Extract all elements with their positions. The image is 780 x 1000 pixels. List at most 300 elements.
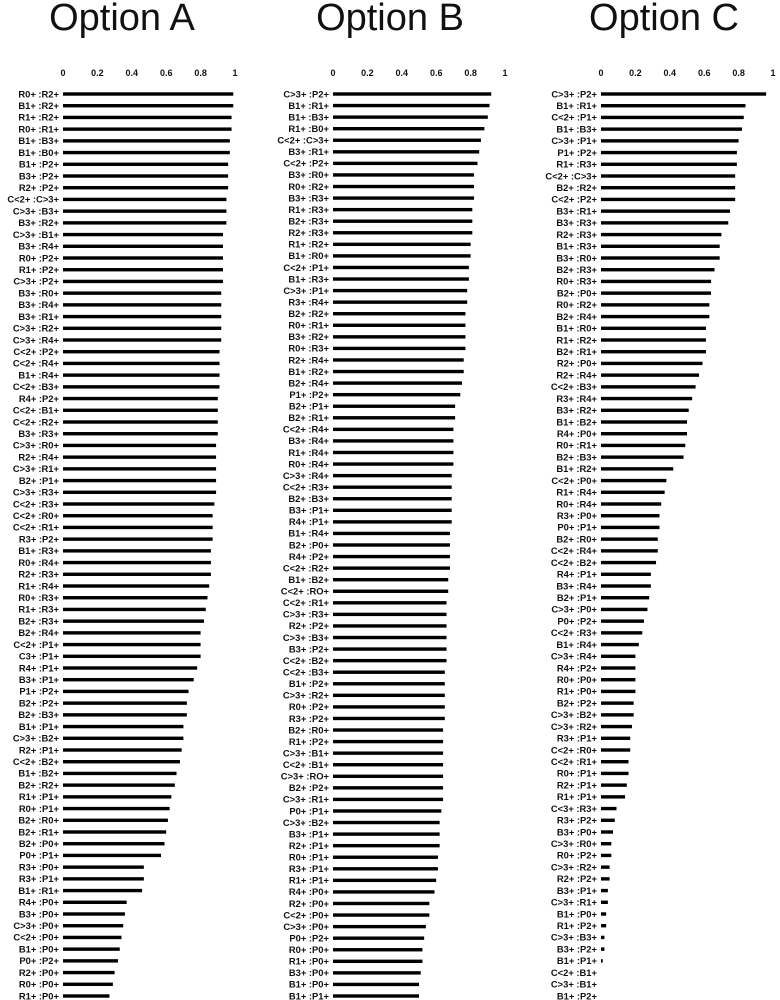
- category-label: R4+ :P1+: [18, 662, 59, 674]
- x-tick-label: 0.8: [464, 68, 477, 78]
- category-label: B1+ :B2+: [18, 767, 59, 779]
- x-tick-label: 0.8: [194, 68, 207, 78]
- bar: [601, 256, 720, 259]
- bar: [333, 277, 469, 280]
- category-label: B1+ :B2+: [288, 573, 329, 585]
- category-label: P1+ :P2+: [19, 685, 59, 697]
- bar: [601, 139, 739, 142]
- bar: [601, 455, 684, 458]
- category-label: R3+ :P2+: [18, 533, 59, 545]
- bar: [63, 268, 223, 271]
- bar: [63, 971, 115, 974]
- bar: [63, 139, 230, 142]
- bar: [333, 832, 440, 835]
- category-label: R2+ :P1+: [18, 744, 59, 756]
- bar: [63, 163, 228, 166]
- bar: [63, 842, 164, 845]
- x-tick-label: 1: [232, 68, 238, 78]
- bar: [333, 347, 465, 350]
- category-label: R0+ :P2+: [18, 252, 59, 264]
- bar: [63, 373, 220, 376]
- category-label: B2+ :P2+: [288, 782, 329, 794]
- category-label: B1+ :B3+: [18, 135, 59, 147]
- category-label: B3+ :R4+: [18, 299, 59, 311]
- bar: [63, 537, 213, 540]
- category-label: B2+ :R3+: [556, 264, 597, 276]
- bar: [63, 983, 113, 986]
- bar: [63, 221, 226, 224]
- bar: [333, 231, 472, 234]
- category-label: C>3+ :P2+: [551, 88, 597, 100]
- x-tick-label: 0.8: [732, 68, 745, 78]
- category-label: C>3+ :R1+: [550, 896, 597, 908]
- bar: [601, 409, 689, 412]
- bar: [601, 245, 720, 248]
- category-label: B2+ :B3+: [18, 709, 59, 721]
- category-label: R0+ :P0+: [18, 978, 59, 990]
- bar: [601, 420, 687, 423]
- bar: [601, 116, 744, 119]
- category-label: R0+ :R2+: [288, 180, 329, 192]
- bar: [601, 713, 634, 716]
- chart-panel-2: [277, 0, 507, 1000]
- category-label: R4+ :P1+: [556, 568, 597, 580]
- category-label: R0+ :R2+: [556, 299, 597, 311]
- bar: [601, 936, 604, 939]
- bar: [601, 877, 610, 880]
- category-label: C>3+ :B1+: [282, 747, 329, 759]
- bar: [601, 643, 639, 646]
- category-label: B2+ :P0+: [556, 287, 597, 299]
- bar: [63, 877, 144, 880]
- bar: [63, 256, 223, 259]
- bar: [63, 748, 182, 751]
- bar: [63, 338, 221, 341]
- category-label: B2+ :P1+: [18, 474, 59, 486]
- bar: [333, 601, 447, 604]
- bar: [333, 786, 443, 789]
- bar: [601, 280, 711, 283]
- bar: [601, 491, 665, 494]
- bar: [63, 350, 220, 353]
- category-label: R0+ :R4+: [556, 498, 597, 510]
- category-label: C<2+ :RO+: [280, 585, 329, 597]
- category-label: C>3+ :R4+: [12, 334, 59, 346]
- bar: [601, 690, 635, 693]
- bar: [333, 613, 447, 616]
- bar: [333, 705, 445, 708]
- bar: [333, 150, 479, 153]
- bar: [63, 947, 120, 950]
- bar: [333, 173, 474, 176]
- x-tick-label: 0: [60, 68, 66, 78]
- category-label: B1+ :R2+: [288, 365, 329, 377]
- bar: [333, 370, 464, 373]
- bar: [63, 596, 207, 599]
- category-label: R1+ :R3+: [18, 603, 59, 615]
- x-tick-label: 0.2: [91, 68, 104, 78]
- category-label: B2+ :P2+: [556, 697, 597, 709]
- bar: [63, 924, 123, 927]
- category-label: C>3+ :B2+: [12, 732, 59, 744]
- category-label: R1+ :P0+: [288, 955, 329, 967]
- bar: [63, 502, 214, 505]
- category-label: B1+ :R0+: [288, 250, 329, 262]
- bar: [63, 245, 223, 248]
- bar: [63, 104, 233, 107]
- bar: [63, 619, 204, 622]
- bar: [601, 338, 706, 341]
- bar: [63, 174, 228, 177]
- bar: [333, 809, 441, 812]
- bar: [601, 373, 699, 376]
- category-label: B1+ :B3+: [288, 111, 329, 123]
- bar: [333, 220, 472, 223]
- bar: [601, 760, 629, 763]
- category-label: C<2+ :R0+: [12, 510, 59, 522]
- category-label: R4+ :P0+: [18, 896, 59, 908]
- category-label: B2+ :R2+: [556, 182, 597, 194]
- category-label: B1+ :B3+: [556, 123, 597, 135]
- category-label: B3+ :R3+: [18, 428, 59, 440]
- category-label: C<2+ :R2+: [12, 416, 59, 428]
- bar: [63, 455, 216, 458]
- bar: [333, 300, 467, 303]
- category-label: R3+ :P0+: [18, 861, 59, 873]
- chart-panel-1: [7, 0, 237, 1000]
- category-label: C<2+ :B1+: [282, 759, 329, 771]
- bar: [601, 362, 702, 365]
- bar: [601, 303, 709, 306]
- chart-title: Option C: [589, 0, 739, 39]
- bar: [601, 291, 711, 294]
- category-label: C>3+ :R0+: [550, 838, 597, 850]
- bar: [63, 655, 201, 658]
- bar: [63, 795, 171, 798]
- bar: [333, 728, 443, 731]
- bar: [333, 971, 421, 974]
- x-tick-label: 1: [502, 68, 508, 78]
- bar: [601, 631, 642, 634]
- bar: [601, 924, 606, 927]
- category-label: R0+ :P0+: [556, 674, 597, 686]
- bar: [333, 324, 465, 327]
- bar: [601, 186, 735, 189]
- bar: [333, 497, 452, 500]
- bar: [63, 737, 183, 740]
- bar: [601, 889, 608, 892]
- bar: [63, 397, 218, 400]
- category-label: C<2+ :B3+: [282, 666, 329, 678]
- bar: [63, 994, 109, 997]
- bar: [601, 666, 635, 669]
- bar: [601, 315, 709, 318]
- category-label: C<2+ :R1+: [12, 521, 59, 533]
- category-label: C>3+ :R1+: [12, 463, 59, 475]
- category-label: R3+ :P1+: [288, 863, 329, 875]
- category-label: R0+ :R4+: [288, 458, 329, 470]
- category-label: C<3+ :R3+: [550, 802, 597, 814]
- bar: [63, 315, 221, 318]
- category-label: C<2+ :R1+: [550, 756, 597, 768]
- category-label: C<2+ :P2+: [551, 193, 597, 205]
- bar: [333, 740, 443, 743]
- bar: [63, 233, 223, 236]
- bar: [601, 268, 715, 271]
- category-label: C>3+ :B1+: [550, 978, 597, 990]
- category-label: P1+ :P2+: [557, 146, 597, 158]
- category-label: B2+ :P0+: [18, 838, 59, 850]
- bar: [333, 844, 440, 847]
- category-label: P0+ :P2+: [19, 955, 59, 967]
- category-label: R0+ :R4+: [18, 556, 59, 568]
- bar: [601, 678, 635, 681]
- category-label: C<2+ :R0+: [550, 744, 597, 756]
- category-label: C<2+ :P0+: [551, 474, 597, 486]
- bar: [63, 432, 218, 435]
- category-label: C>3+ :P2+: [13, 275, 59, 287]
- bar: [63, 760, 180, 763]
- category-label: C>3+ :B2+: [550, 709, 597, 721]
- category-label: R1+ :P2+: [288, 735, 329, 747]
- category-label: B1+ :R3+: [288, 273, 329, 285]
- bar: [333, 890, 434, 893]
- bar: [601, 807, 616, 810]
- bar: [333, 856, 438, 859]
- category-label: B2+ :B3+: [288, 493, 329, 505]
- category-label: C>3+ :B3+: [12, 205, 59, 217]
- x-tick-label: 0.6: [159, 68, 173, 78]
- bar: [333, 798, 443, 801]
- category-label: B2+ :R2+: [18, 779, 59, 791]
- category-label: B1+ :R4+: [288, 527, 329, 539]
- category-label: B1+ :R3+: [556, 240, 597, 252]
- bar: [63, 901, 127, 904]
- bar: [333, 139, 481, 142]
- category-label: C>3+ :R3+: [12, 486, 59, 498]
- category-label: C<2+ :B2+: [282, 654, 329, 666]
- bar: [63, 865, 144, 868]
- category-label: R0+ :P0+: [288, 944, 329, 956]
- bar: [601, 502, 661, 505]
- category-label: R1+ :R4+: [288, 446, 329, 458]
- category-label: R1+ :P2+: [18, 264, 59, 276]
- bar: [601, 854, 611, 857]
- category-label: R1+ :R2+: [288, 238, 329, 250]
- x-tick-label: 1: [770, 68, 776, 78]
- chart-title: Option A: [49, 0, 195, 39]
- category-label: B1+ :R1+: [18, 884, 59, 896]
- bar: [63, 643, 201, 646]
- bar: [63, 198, 226, 201]
- x-tick-label: 0.6: [429, 68, 443, 78]
- category-label: C>3+ :RO+: [280, 770, 329, 782]
- category-label: P0+ :P1+: [19, 849, 59, 861]
- category-label: C>3+ :R0+: [12, 439, 59, 451]
- bar: [333, 671, 445, 674]
- category-label: R0+ :P2+: [288, 701, 329, 713]
- bar: [601, 830, 613, 833]
- category-label: C<2+ :R3+: [12, 498, 59, 510]
- bar: [601, 537, 658, 540]
- category-label: B3+ :P1+: [18, 674, 59, 686]
- category-label: R1+ :P0+: [556, 685, 597, 697]
- bar: [63, 701, 187, 704]
- category-label: C<2+ :P1+: [283, 261, 329, 273]
- category-label: B2+ :R1+: [556, 346, 597, 358]
- category-label: R2+ :R3+: [288, 227, 329, 239]
- bar: [333, 775, 443, 778]
- category-label: R2+ :R4+: [556, 369, 597, 381]
- category-label: R3+ :P2+: [556, 814, 597, 826]
- bar: [333, 92, 491, 95]
- bar: [333, 358, 464, 361]
- category-label: R2+ :R4+: [288, 354, 329, 366]
- category-label: P0+ :P2+: [557, 615, 597, 627]
- category-label: B2+ :R4+: [288, 377, 329, 389]
- category-label: B1+ :R2+: [18, 100, 59, 112]
- bar: [333, 451, 453, 454]
- bar: [63, 772, 177, 775]
- category-label: R1+ :P0+: [18, 990, 59, 1000]
- category-label: B3+ :R4+: [556, 580, 597, 592]
- bar: [601, 526, 659, 529]
- x-tick-label: 0.6: [697, 68, 711, 78]
- bar: [333, 381, 462, 384]
- bar: [63, 690, 189, 693]
- bar: [63, 280, 223, 283]
- category-label: R3+ :P0+: [556, 510, 597, 522]
- bar: [63, 783, 175, 786]
- category-label: B2+ :R4+: [18, 627, 59, 639]
- bar: [63, 92, 233, 95]
- category-label: R4+ :P2+: [556, 662, 597, 674]
- bar: [333, 682, 445, 685]
- category-label: B3+ :R4+: [288, 435, 329, 447]
- category-label: C<2+ :P0+: [283, 909, 329, 921]
- bar: [601, 397, 692, 400]
- category-label: C<2+ :P2+: [283, 157, 329, 169]
- bar: [601, 233, 721, 236]
- category-label: C>3+ :R4+: [550, 650, 597, 662]
- category-label: P0+ :P1+: [557, 521, 597, 533]
- category-label: R1+ :P1+: [18, 791, 59, 803]
- x-tick-label: 0: [598, 68, 604, 78]
- category-label: B3+ :P2+: [18, 170, 59, 182]
- bar: [601, 549, 658, 552]
- bar: [333, 659, 447, 662]
- bar: [63, 291, 221, 294]
- bar: [601, 748, 630, 751]
- category-label: C<2+ :R1+: [282, 597, 329, 609]
- x-tick-label: 0.4: [125, 68, 139, 78]
- category-label: B1+ :R1+: [288, 99, 329, 111]
- bar: [333, 636, 447, 639]
- bar: [601, 912, 606, 915]
- bar: [63, 713, 187, 716]
- bar: [63, 479, 216, 482]
- category-label: R0+ :P1+: [556, 767, 597, 779]
- category-label: B2+ :B3+: [556, 451, 597, 463]
- bar: [333, 532, 450, 535]
- category-label: P1+ :P2+: [289, 388, 329, 400]
- category-label: C3+ :P1+: [18, 650, 59, 662]
- bar: [333, 115, 488, 118]
- category-label: R0+ :P1+: [288, 851, 329, 863]
- bar: [601, 350, 706, 353]
- bar: [333, 578, 448, 581]
- bar: [63, 819, 168, 822]
- bar: [63, 385, 220, 388]
- bar: [601, 514, 659, 517]
- bar: [63, 526, 213, 529]
- category-label: R0+ :R1+: [18, 123, 59, 135]
- bar: [333, 405, 455, 408]
- category-label: B3+ :R0+: [556, 252, 597, 264]
- bar: [601, 842, 611, 845]
- category-label: R3+ :P1+: [556, 732, 597, 744]
- bar: [601, 655, 635, 658]
- chart-panel-3: [545, 0, 775, 1000]
- bar: [63, 912, 125, 915]
- category-label: B1+ :P2+: [18, 158, 59, 170]
- category-label: C>3+ :R2+: [550, 861, 597, 873]
- category-label: B1+ :P0+: [18, 943, 59, 955]
- bar: [333, 266, 469, 269]
- bar: [63, 959, 118, 962]
- category-label: C>3+ :B3+: [282, 631, 329, 643]
- bar: [333, 335, 465, 338]
- category-label: B2+ :P1+: [288, 400, 329, 412]
- category-label: B3+ :R4+: [18, 240, 59, 252]
- category-label: C<2+ :B2+: [12, 756, 59, 768]
- bar: [63, 889, 142, 892]
- category-label: R2+ :R3+: [18, 568, 59, 580]
- bar: [63, 678, 194, 681]
- category-label: B2+ :P0+: [288, 539, 329, 551]
- category-label: B3+ :R0+: [288, 169, 329, 181]
- category-label: C<2+ :P1+: [551, 111, 597, 123]
- category-label: B1+ :R1+: [556, 100, 597, 112]
- category-label: C>3+ :P1+: [283, 284, 329, 296]
- bar: [63, 608, 206, 611]
- category-label: B3+ :P0+: [556, 826, 597, 838]
- bar: [333, 208, 472, 211]
- bar: [63, 127, 232, 130]
- bar: [333, 520, 452, 523]
- category-label: C<2+ :B2+: [550, 556, 597, 568]
- category-label: B3+ :R1+: [288, 146, 329, 158]
- bar: [333, 162, 477, 165]
- bar: [333, 624, 447, 627]
- bar: [601, 479, 666, 482]
- bar: [63, 362, 220, 365]
- bar: [601, 385, 696, 388]
- category-label: C>3+ :R3+: [282, 608, 329, 620]
- category-label: B2+ :R3+: [288, 215, 329, 227]
- x-tick-label: 0.4: [663, 68, 677, 78]
- category-label: C<2+ :P2+: [13, 346, 59, 358]
- category-label: C<2+ :R4+: [282, 423, 329, 435]
- category-label: R0+ :R3+: [18, 592, 59, 604]
- bar: [333, 485, 452, 488]
- bar: [63, 303, 221, 306]
- bar: [333, 879, 436, 882]
- category-label: R4+ :P1+: [288, 516, 329, 528]
- category-label: R1+ :P1+: [556, 791, 597, 803]
- category-label: R3+ :R4+: [288, 296, 329, 308]
- category-label: B3+ :R3+: [288, 192, 329, 204]
